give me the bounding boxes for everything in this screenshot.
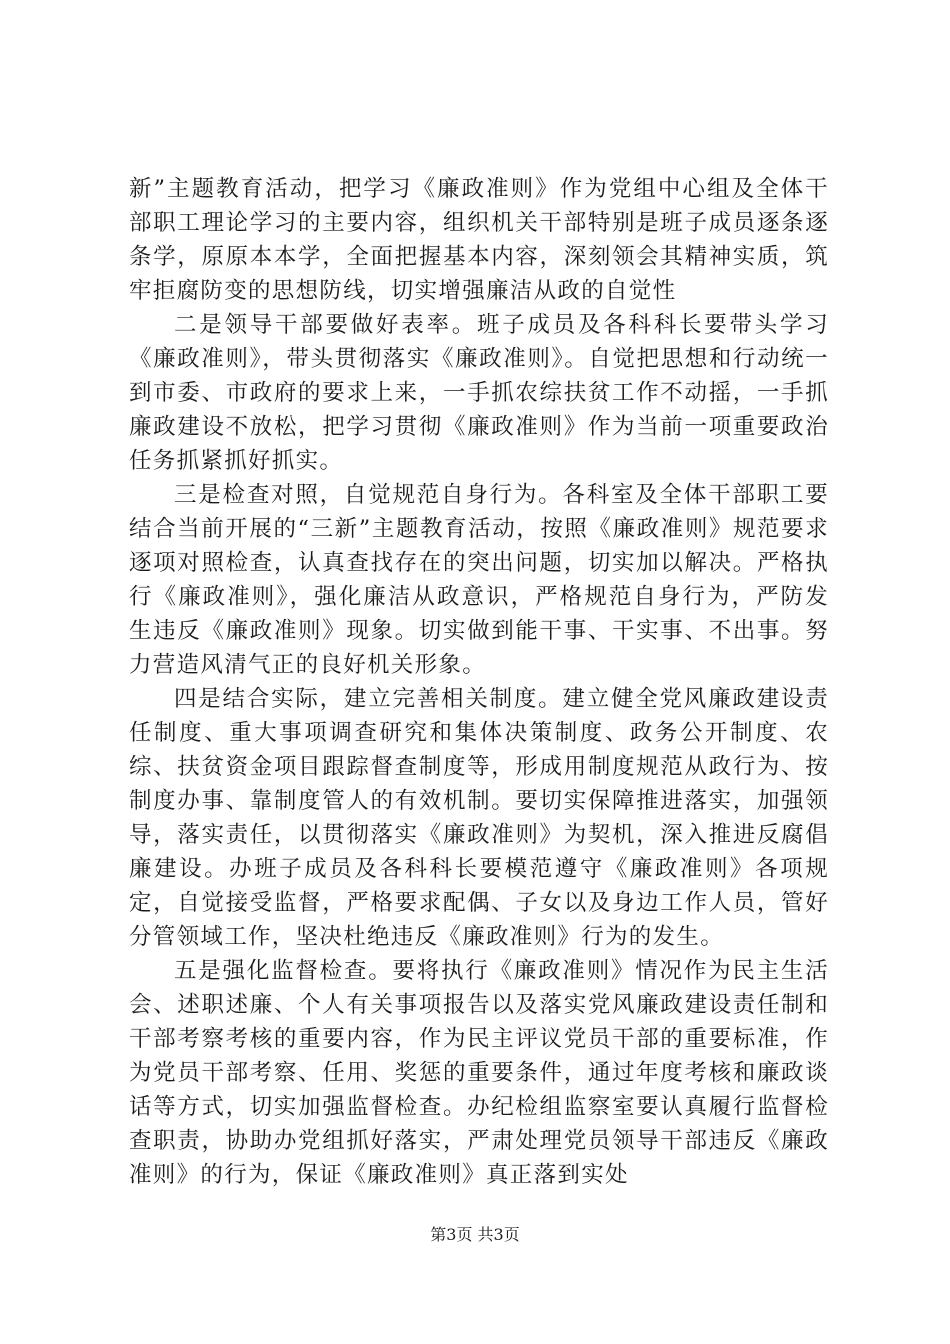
paragraph-point-three: 三是检查对照，自觉规范自身行为。各科室及全体干部职工要结合当前开展的“三新”主题教育活动，按照《廉政准则》规范要求逐项对照检查，认真查找存在的突出问题，切实加以解决。严格执行《廉政准则》，强化廉洁从政意识，严格规范自身行为，严防发生违反《廉政准则》现象。切实做到能干事、干实事、不出事。努力营造风清气正的良好机关形象。 bbox=[129, 482, 829, 678]
paragraph-point-two: 二是领导干部要做好表率。班子成员及各科科长要带头学习《廉政准则》，带头贯彻落实《廉政准则》。自觉把思想和行动统一到市委、市政府的要求上来，一手抓农综扶贫工作不动摇，一手抓廉政建设不放松，把学习贯彻《廉政准则》作为当前一项重要政治任务抓紧抓好抓实。 bbox=[129, 312, 829, 474]
page-number-footer: 第3页 共3页 bbox=[430, 1225, 520, 1244]
paragraph-point-five: 五是强化监督检查。要将执行《廉政准则》情况作为民主生活会、述职述廉、个人有关事项报告以及落实党风廉政建设责任制和干部考察考核的重要内容，作为民主评议党员干部的重要标准，作为党员干部考察、任用、奖惩的重要条件，通过年度考核和廉政谈话等方式，切实加强监督检查。办纪检组监察室要认真履行监督检查职责，协助办党组抓好落实，严肃处理党员领导干部违反《廉政准则》的行为，保证《廉政准则》真正落到实处 bbox=[129, 958, 829, 1188]
paragraph-continuation: 新”主题教育活动，把学习《廉政准则》作为党组中心组及全体干部职工理论学习的主要内容，组织机关干部特别是班子成员逐条逐条学，原原本本学，全面把握基本内容，深刻领会其精神实质，筑牢拒腐防变的思想防线，切实增强廉洁从政的自觉性 bbox=[129, 176, 829, 304]
paragraph-point-four: 四是结合实际，建立完善相关制度。建立健全党风廉政建设责任制度、重大事项调查研究和集体决策制度、政务公开制度、农综、扶贫资金项目跟踪督查制度等，形成用制度规范从政行为、按制度办事、靠制度管人的有效机制。要切实保障推进落实，加强领导，落实责任，以贯彻落实《廉政准则》为契机，深入推进反腐倡廉建设。办班子成员及各科科长要模范遵守《廉政准则》各项规定，自觉接受监督，严格要求配偶、子女以及身边工作人员，管好分管领域工作，坚决杜绝违反《廉政准则》行为的发生。 bbox=[129, 686, 829, 950]
document-body bbox=[129, 172, 829, 1192]
